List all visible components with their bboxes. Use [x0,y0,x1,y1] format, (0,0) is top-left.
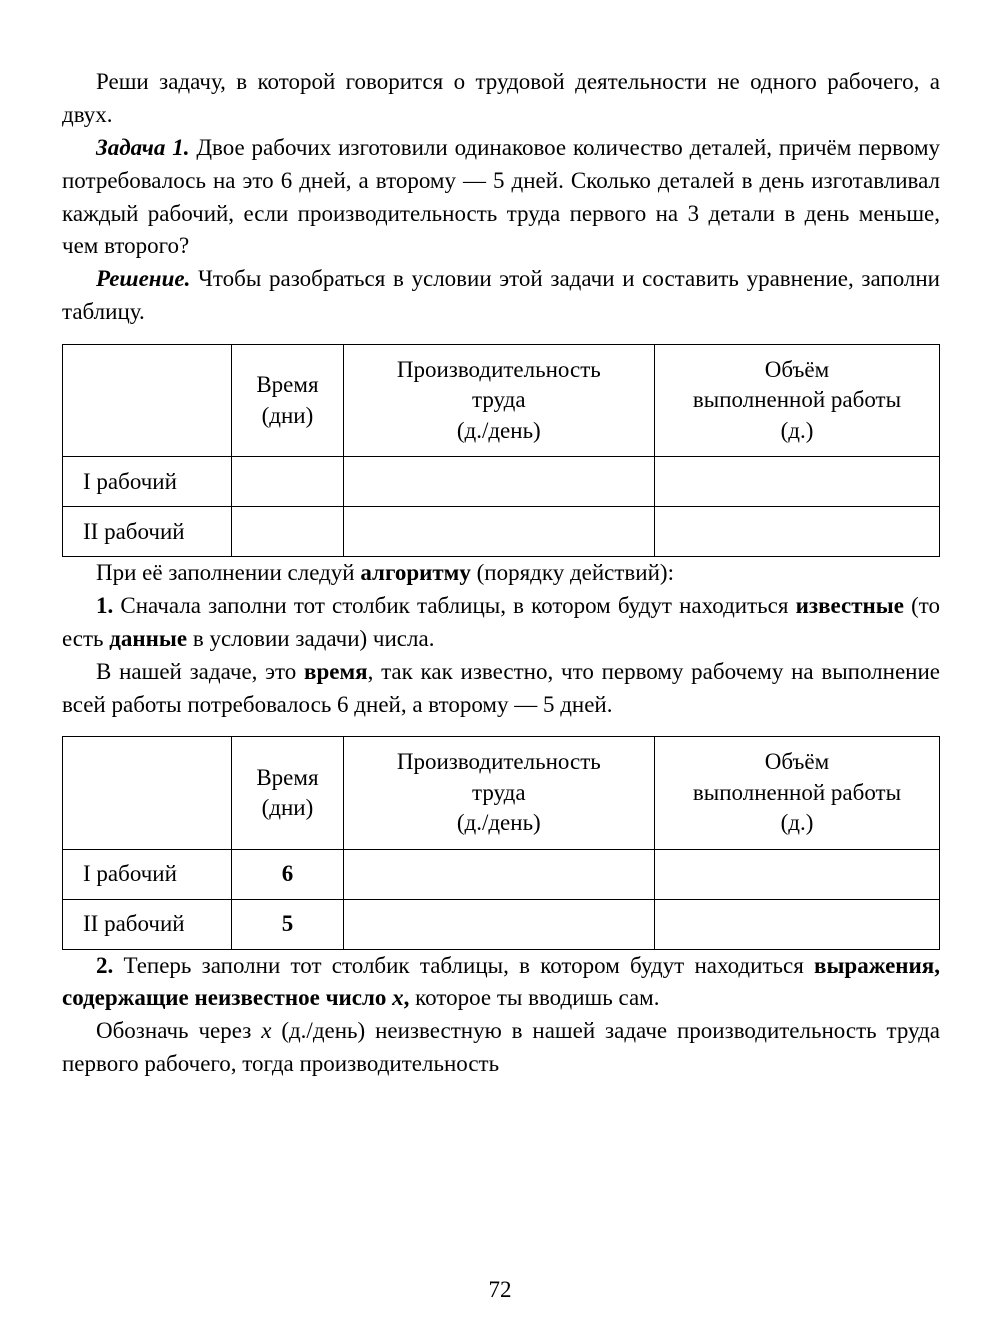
paragraph-intro [62,66,940,132]
page-number: 72 [488,1277,512,1302]
header-cell-time: Время (дни) [232,737,343,849]
cell-productivity [343,457,654,507]
table-row [63,457,940,507]
cell-productivity [343,507,654,557]
text-run: (порядку действий): [470,560,674,586]
text-run: Обозначь через [96,1018,262,1044]
header-cell-productivity: Производительность труда (д./день) [343,737,654,849]
header-cell-productivity: Производительность труда (д./день) [343,345,654,457]
cell-productivity [343,899,654,949]
header-cell-blank [63,345,232,457]
paragraph-step1 [62,590,940,656]
cell-volume [654,849,939,899]
paragraph-algorithm [62,557,940,590]
text-run: известные [795,592,904,618]
text-run: Чтобы разобраться в условии этой задачи и составить уравнение, заполни таблицу. [62,266,940,325]
cell-time [232,507,343,557]
text-run: алгоритму [360,560,471,586]
text-run: которое ты вводишь сам. [409,985,660,1011]
cell-productivity [343,849,654,899]
text-run: Теперь заполни тот столбик таблицы, в котором будут находиться [113,952,815,978]
text-run: данные [109,625,188,651]
worktable-filled [62,736,940,949]
cell-time: 6 [232,849,343,899]
cell-time [232,457,343,507]
table-header-row [63,737,940,849]
text-run: При её заполнении следуй [96,560,361,586]
header-cell-blank [63,737,232,849]
text-run: , [403,985,410,1011]
text-run: , так как известно, что первому рабочему на выполнение всей работы потребовалось 6 дней, а второму — 5 дней. [62,658,940,717]
table-row [63,507,940,557]
row-label: II рабочий [63,899,232,949]
text-run: время [304,658,368,684]
paragraph-solution [62,263,940,329]
problem-label: Задача 1. [96,134,190,160]
text-run: Двое рабочих изготовили одинаковое количество деталей, причём первому потребовалось на это 6 дней, а второму — 5 дней. Сколько деталей в день изготавливал каждый рабочий, если производительность труда первого на 3 детали в день меньше, чем второго? [62,134,940,259]
cell-volume [654,899,939,949]
step-number: 1. [96,592,114,618]
paragraph-step1-note [62,656,940,722]
header-cell-time: Время (дни) [232,345,343,457]
paragraph-problem [62,132,940,264]
text-run: Реши задачу, в которой говорится о трудовой деятельности не одного рабочего, а двух. [62,69,940,127]
page-content [62,66,940,1081]
text-run: Сначала заполни тот столбик таблицы, в котором будут находиться [113,592,796,618]
paragraph-step2 [62,950,940,1016]
table-row [63,899,940,949]
row-label: I рабочий [63,849,232,899]
cell-time: 5 [232,899,343,949]
text-run: (д./день) неизвестную в нашей задаче производительность труда первого рабочего, тогда производительность [62,1018,940,1077]
paragraph-step2-note [62,1015,940,1081]
solution-label: Решение. [96,266,191,292]
worktable-empty [62,344,940,557]
step-number: 2. [96,952,114,978]
text-run: В нашей задаче, это [96,658,305,684]
text-run: (то есть [62,592,940,651]
variable-x: x [392,985,404,1011]
text-run: в условии задачи) числа. [187,625,435,651]
cell-volume [654,457,939,507]
variable-x: x [261,1018,272,1044]
cell-volume [654,507,939,557]
table-row [63,849,940,899]
row-label: II рабочий [63,507,232,557]
header-cell-volume: Объём выполненной работы (д.) [654,345,939,457]
header-cell-volume: Объём выполненной работы (д.) [654,737,939,849]
row-label: I рабочий [63,457,232,507]
table-header-row [63,345,940,457]
text-run: выражения, содержащие неизвестное число [62,952,940,1011]
